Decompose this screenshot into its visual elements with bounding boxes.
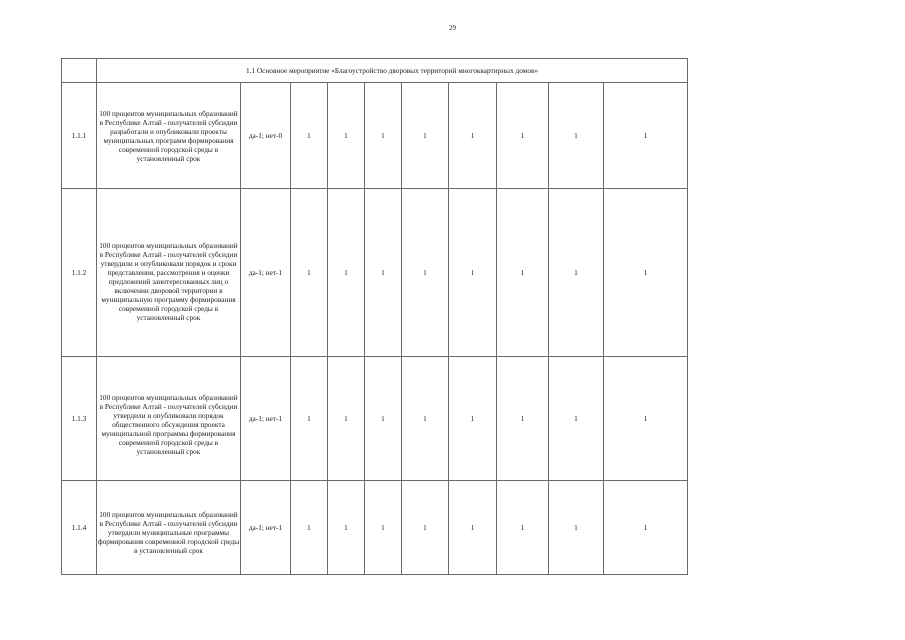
value-cell: 1 [365, 357, 402, 481]
value-cell: 1 [402, 189, 449, 357]
indicators-table [61, 58, 688, 575]
section-header-row [62, 59, 688, 83]
table-row [62, 481, 688, 575]
value-cell: 1 [549, 83, 604, 189]
row-description: 100 процентов муниципальных образований в Республике Алтай - получателей субсидии разработали и опубликовали проекты муниципальных программ формирования современной городской среды в установленный срок [97, 83, 241, 189]
value-cell: 1 [291, 83, 328, 189]
value-cell: 1 [497, 83, 549, 189]
value-cell: 1 [549, 481, 604, 575]
table-row [62, 357, 688, 481]
page-number: 29 [449, 24, 456, 32]
table-row [62, 189, 688, 357]
value-cell: 1 [291, 357, 328, 481]
row-description: 100 процентов муниципальных образований в Республике Алтай - получателей субсидии утвердили и опубликовали порядок и сроки представления, рассмотрения и оценки предложений заинтересованных лиц о включении дворовой территории в муниципальную программу формирования современной городской среды в установленный срок [97, 189, 241, 357]
value-cell: 1 [365, 481, 402, 575]
row-number: 1.1.1 [62, 83, 97, 189]
value-cell: 1 [291, 189, 328, 357]
value-cell: 1 [449, 83, 497, 189]
row-number: 1.1.3 [62, 357, 97, 481]
value-cell: 1 [604, 481, 688, 575]
section-title: 1.1 Основное мероприятие «Благоустройство дворовых территорий многоквартирных домов» [97, 59, 688, 83]
row-unit: да-1; нет-1 [241, 481, 291, 575]
value-cell: 1 [449, 357, 497, 481]
value-cell: 1 [328, 481, 365, 575]
value-cell: 1 [328, 83, 365, 189]
value-cell: 1 [497, 481, 549, 575]
value-cell: 1 [604, 83, 688, 189]
value-cell: 1 [604, 189, 688, 357]
value-cell: 1 [402, 83, 449, 189]
value-cell: 1 [549, 189, 604, 357]
row-description: 100 процентов муниципальных образований в Республике Алтай - получателей субсидии утвердили и опубликовали порядок общественного обсуждения проекта муниципальной программы формирования современной городской среды в установленный срок [97, 357, 241, 481]
value-cell: 1 [449, 189, 497, 357]
value-cell: 1 [604, 357, 688, 481]
table-row [62, 83, 688, 189]
value-cell: 1 [497, 357, 549, 481]
value-cell: 1 [328, 357, 365, 481]
row-number: 1.1.2 [62, 189, 97, 357]
value-cell: 1 [402, 357, 449, 481]
empty-header-cell [62, 59, 97, 83]
value-cell: 1 [549, 357, 604, 481]
value-cell: 1 [291, 481, 328, 575]
value-cell: 1 [365, 83, 402, 189]
value-cell: 1 [497, 189, 549, 357]
value-cell: 1 [449, 481, 497, 575]
row-number: 1.1.4 [62, 481, 97, 575]
value-cell: 1 [328, 189, 365, 357]
row-description: 100 процентов муниципальных образований в Республике Алтай - получателей субсидии утвердили муниципальные программы формирования современной городской среды в установленный срок [97, 481, 241, 575]
row-unit: да-1; нет-1 [241, 357, 291, 481]
value-cell: 1 [365, 189, 402, 357]
value-cell: 1 [402, 481, 449, 575]
row-unit: да-1; нет-1 [241, 189, 291, 357]
row-unit: да-1; нет-0 [241, 83, 291, 189]
